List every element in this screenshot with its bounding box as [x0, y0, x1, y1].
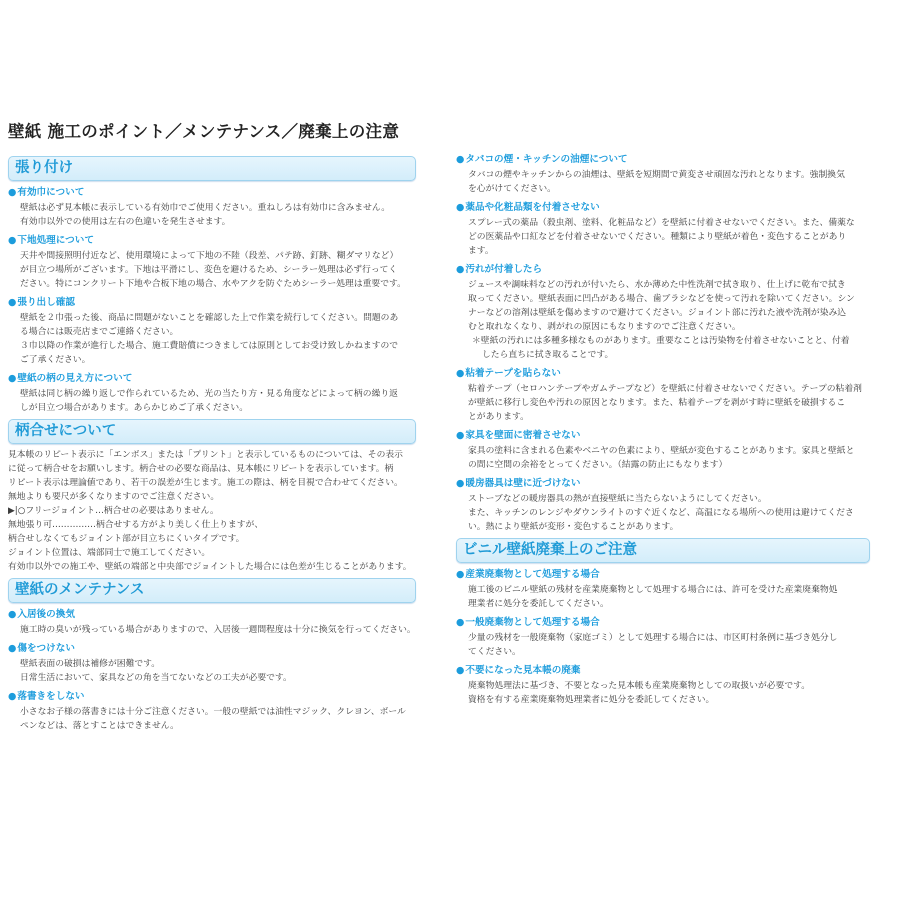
item-heading: ● 産業廃棄物として処理する場合 — [456, 567, 870, 583]
item-heading: ● 落書きをしない — [8, 689, 416, 705]
section-item — [8, 689, 416, 733]
text-line: 無地張り可……………柄合せする方がより美しく仕上りますが、 — [8, 520, 264, 530]
right-column — [456, 152, 870, 711]
text-line: ださい。特にコンクリート下地や合板下地の場合、水やアクを防ぐためシーラー処理は重要です。 — [20, 279, 406, 289]
text-line: 壁紙表面の破損は補修が困難です。 — [20, 659, 161, 669]
section-item — [456, 428, 870, 472]
text-line: 粘着テープ（セロハンテープやガムテープなど）を壁紙に付着させないでください。テープの粘着剤 — [468, 384, 862, 394]
item-heading: ● タバコの煙・キッチンの油煙について — [456, 152, 870, 168]
text-line: しが目立つ場合があります。あらかじめご了承ください。 — [20, 403, 249, 413]
page-title: 壁紙 施工のポイント／メンテナンス／廃棄上の注意 — [8, 122, 400, 141]
text-line: ます。 — [468, 246, 494, 256]
text-line: ストーブなどの暖房器具の熱が直接壁紙に当たらないようにしてください。 — [468, 494, 767, 504]
section-item — [456, 152, 870, 196]
section-item — [8, 448, 416, 574]
text-line: ナーなどの溶剤は壁紙を傷めますので避けてください。ジョイント部に汚れた液や洗剤が染み込 — [468, 308, 847, 318]
item-heading: ● 張り出し確認 — [8, 295, 416, 311]
text-line: に従って柄合せをお願いします。柄合せの必要な商品は、見本帳にリピートを表示しています。柄 — [8, 464, 394, 474]
item-heading: ● 粘着テープを貼らない — [456, 366, 870, 382]
text-line: リピート表示は理論値であり、若干の誤差が生じます。施工の際は、柄を目視で合わせてください。 — [8, 478, 403, 488]
section-item — [456, 200, 870, 258]
text-line: 天井や間接照明付近など、使用環境によって下地の不陸（段差、パテ跡、釘跡、糊ダマリなど） — [20, 251, 399, 261]
text-line: を心がけてください。 — [468, 184, 556, 194]
section-item — [456, 567, 870, 611]
section-item — [456, 663, 870, 707]
text-line: 壁紙は同じ柄の繰り返しで作られているため、光の当たり方・見る角度などによって柄の繰り返 — [20, 389, 398, 399]
item-heading: ● 傷をつけない — [8, 641, 416, 657]
text-line: ▶|○フリージョイント…柄合せの必要はありません。 — [8, 506, 219, 516]
text-line: が壁紙に移行し変色や汚れの原因となります。また、粘着テープを剥がす時に壁紙を破損するこ — [468, 398, 846, 408]
text-line: ご了承ください。 — [20, 355, 91, 365]
section-item — [456, 366, 870, 424]
section-heading: 壁紙のメンテナンス — [8, 578, 416, 603]
text-line: 施工時の臭いが残っている場合がありますので、入居後一週間程度は十分に換気を行ってください。 — [20, 625, 416, 635]
section-item — [8, 641, 416, 685]
text-line: 有効巾以外での使用は左右の色違いを発生させます。 — [20, 217, 231, 227]
text-line: の間に空間の余裕をとってください。（結露の防止にもなります） — [468, 460, 728, 470]
text-line: ジュースや調味料などの汚れが付いたら、水か薄めた中性洗剤で拭き取り、仕上げに乾布で拭き — [468, 280, 846, 290]
section-heading: 柄合せについて — [8, 419, 416, 444]
text-line: 小さなお子様の落書きには十分ご注意ください。一般の壁紙では油性マジック、クレヨン、ボール — [20, 707, 406, 717]
text-line: ＊壁紙の汚れには多種多様なものがあります。重要なことは汚染物を付着させないことと、付着 — [472, 336, 850, 346]
text-line: 資格を有する産業廃棄物処理業者に処分を委託してください。 — [468, 695, 715, 705]
text-line: 見本帳のリピート表示に「エンボス」または「プリント」と表示しているものについては、その表示 — [8, 450, 403, 460]
text-line: 無地よりも要尺が多くなりますのでご注意ください。 — [8, 492, 220, 502]
text-line: ペンなどは、落とすことはできません。 — [20, 721, 179, 731]
item-heading: ● 一般廃棄物として処理する場合 — [456, 615, 870, 631]
section-heading: ビニル壁紙廃棄上のご注意 — [456, 538, 870, 563]
section-item — [8, 295, 416, 367]
text-line: むと取れなくなり、剥がれの原因にもなりますのでご注意ください。 — [468, 322, 741, 332]
section-item — [8, 185, 416, 229]
text-line: い。熱により壁紙が変形・変色することがあります。 — [468, 522, 679, 532]
item-heading: ● 暖房器具は壁に近づけない — [456, 476, 870, 492]
section-item — [456, 476, 870, 534]
text-line: タバコの煙やキッチンからの油煙は、壁紙を短期間で黄変させ頑固な汚れとなります。強制換気 — [468, 170, 845, 180]
section-item — [8, 371, 416, 415]
text-line: てください。 — [468, 647, 521, 657]
section-item — [8, 233, 416, 291]
text-line: 少量の残材を一般廃棄物（家庭ゴミ）として処理する場合には、市区町村条例に基づき処分し — [468, 633, 838, 643]
item-heading: ● 不要になった見本帳の廃棄 — [456, 663, 870, 679]
item-heading: ● 壁紙の柄の見え方について — [8, 371, 416, 387]
text-line: 日常生活において、家具などの角を当てないなどの工夫が必要です。 — [20, 673, 292, 683]
text-line: 施工後のビニル壁紙の残材を産業廃棄物として処理する場合には、許可を受けた産業廃棄物処 — [468, 585, 838, 595]
text-line: が目立つ場所がございます。下地は平滑にし、変色を避けるため、シーラー処理は必ず行ってく — [20, 265, 398, 275]
text-line: とがあります。 — [468, 412, 529, 422]
text-line: 壁紙は必ず見本帳に表示している有効巾でご使用ください。重ねしろは有効巾に含みません。 — [20, 203, 390, 213]
text-line: 家具の塗料に含まれる色素やベニヤの色素により、壁紙が変色することがあります。家具と壁紙と — [468, 446, 855, 456]
text-line: 柄合せしなくてもジョイント部が目立ちにくいタイプです。 — [8, 534, 245, 544]
text-line: ジョイント位置は、端部同士で施工してください。 — [8, 548, 211, 558]
item-heading: ● 家具を壁面に密着させない — [456, 428, 870, 444]
text-line: ３巾以降の作業が進行した場合、施工費賠償につきましては原則としてお受け致しかねますので — [20, 341, 399, 351]
text-line: したら直ちに拭き取ることです。 — [482, 350, 614, 360]
section-heading: 張り付け — [8, 156, 416, 181]
text-line: また、キッチンのレンジやダウンライトのすぐ近くなど、高温になる場所への使用は避けてくださ — [468, 508, 854, 518]
text-line: 廃棄物処理法に基づき、不要となった見本帳も産業廃棄物としての取扱いが必要です。 — [468, 681, 811, 691]
item-heading: ● 下地処理について — [8, 233, 416, 249]
text-line: スプレー式の薬品（殺虫剤、塗料、化粧品など）を壁紙に付着させないでください。また、備薬な — [468, 218, 855, 228]
section-item — [8, 607, 416, 637]
section-item — [456, 262, 870, 362]
text-line: 有効巾以外での施工や、壁紙の端部と中央部でジョイントした場合には色差が生じることがあります。 — [8, 562, 412, 572]
item-heading: ● 入居後の換気 — [8, 607, 416, 623]
text-line: 壁紙を２巾張った後、商品に問題がないことを確認した上で作業を続行してください。問題のあ — [20, 313, 399, 323]
item-heading: ● 有効巾について — [8, 185, 416, 201]
text-line: 理業者に処分を委託してください。 — [468, 599, 609, 609]
section-item — [456, 615, 870, 659]
text-line: どの医薬品や口紅などを付着させないでください。種類により壁紙が着色・変色することがあり — [468, 232, 847, 242]
text-line: る場合には販売店までご連絡ください。 — [20, 327, 179, 337]
item-heading: ● 汚れが付着したら — [456, 262, 870, 278]
text-line: 取ってください。壁紙表面に凹凸がある場合、歯ブラシなどを使って汚れを除いてください。シン — [468, 294, 855, 304]
item-heading: ● 薬品や化粧品類を付着させない — [456, 200, 870, 216]
left-column — [8, 154, 416, 737]
